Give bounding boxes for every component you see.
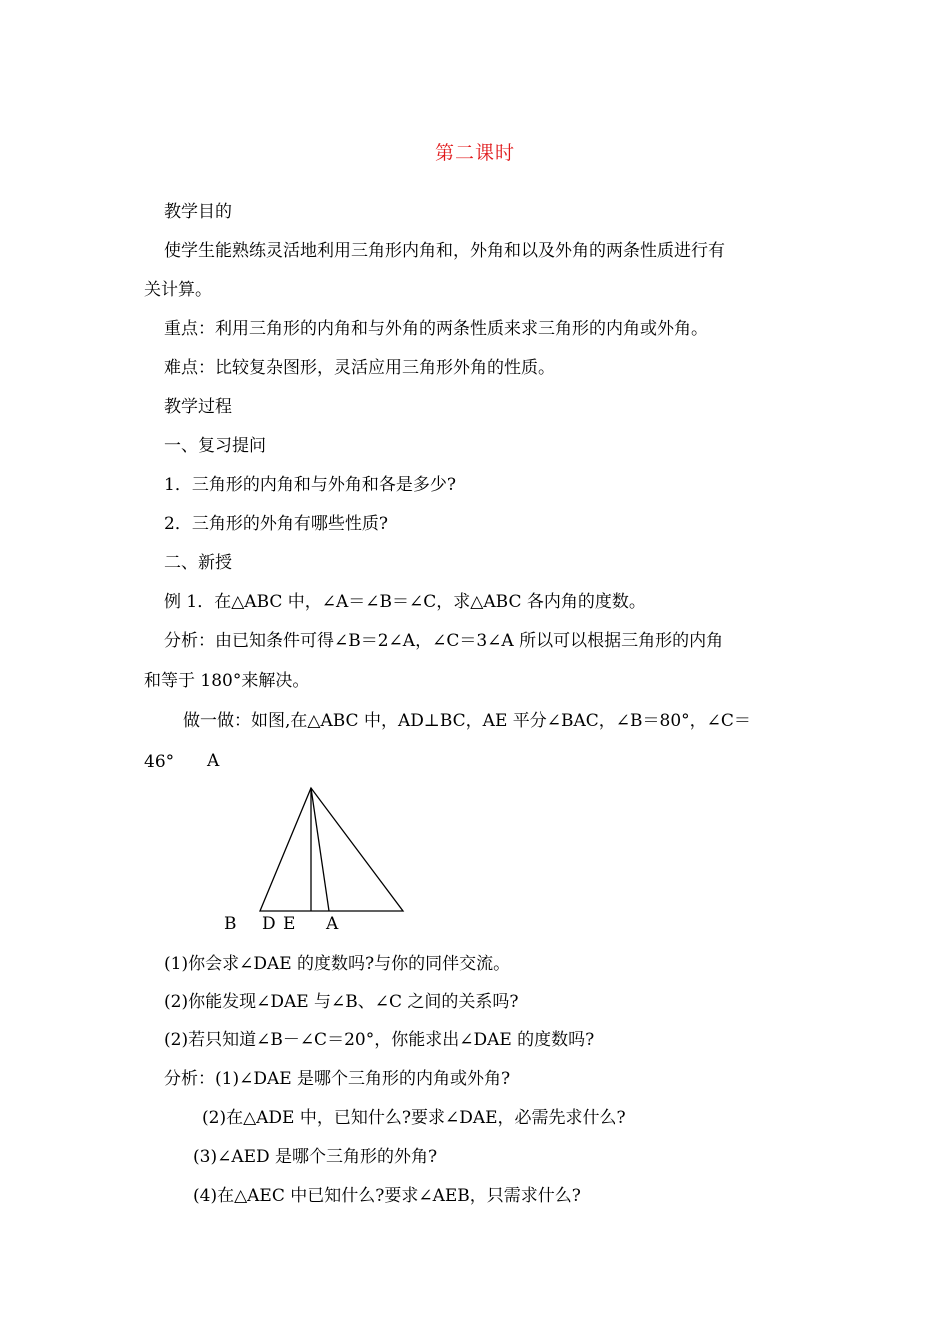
text-line: 使学生能熟练灵活地利用三角形内角和，外角和以及外角的两条性质进行有 [164,241,725,261]
text-line: 难点：比较复杂图形，灵活应用三角形外角的性质。 [164,358,555,378]
vertex-label-c: A [326,914,339,934]
text-line: (2)你能发现∠DAE 与∠B、∠C 之间的关系吗? [164,992,519,1012]
text-line: 1．三角形的内角和与外角和各是多少? [164,475,456,495]
apex-label: A [207,751,220,771]
text-line: (2)若只知道∠B－∠C＝20°，你能求出∠DAE 的度数吗? [164,1030,595,1050]
text-line: 2．三角形的外角有哪些性质? [164,514,388,534]
text-line: (1)你会求∠DAE 的度数吗?与你的同伴交流。 [164,954,511,974]
text-line: 教学过程 [164,397,232,417]
text-line: 和等于 180°来解决。 [144,671,310,691]
text-line: 关计算。 [144,280,212,300]
text-line: 分析：(1)∠DAE 是哪个三角形的内角或外角? [164,1069,511,1089]
vertex-label-d: D [262,914,276,934]
text-line: 一、复习提问 [164,436,266,456]
text-line: 重点：利用三角形的内角和与外角的两条性质来求三角形的内角或外角。 [164,319,708,339]
vertex-label-b: B [224,914,237,934]
vertex-label-e: E [283,914,296,934]
text-line: (2)在△ADE 中，已知什么?要求∠DAE，必需先求什么? [202,1108,626,1128]
text-line: (4)在△AEC 中已知什么?要求∠AEB，只需求什么? [193,1186,581,1206]
text-line: 例 1．在△ABC 中，∠A＝∠B＝∠C，求△ABC 各内角的度数。 [164,592,646,612]
text-line: 分析：由已知条件可得∠B＝2∠A，∠C＝3∠A 所以可以根据三角形的内角 [164,631,724,651]
text-line: 46° [144,752,175,772]
text-line: 教学目的 [164,202,232,222]
text-line: 二、新授 [164,553,232,573]
page-title: 第二课时 [434,142,515,164]
text-line: (3)∠AED 是哪个三角形的外角? [193,1147,438,1167]
text-line: 做一做：如图,在△ABC 中，AD⊥BC，AE 平分∠BAC，∠B＝80°，∠C＝ [183,711,751,731]
